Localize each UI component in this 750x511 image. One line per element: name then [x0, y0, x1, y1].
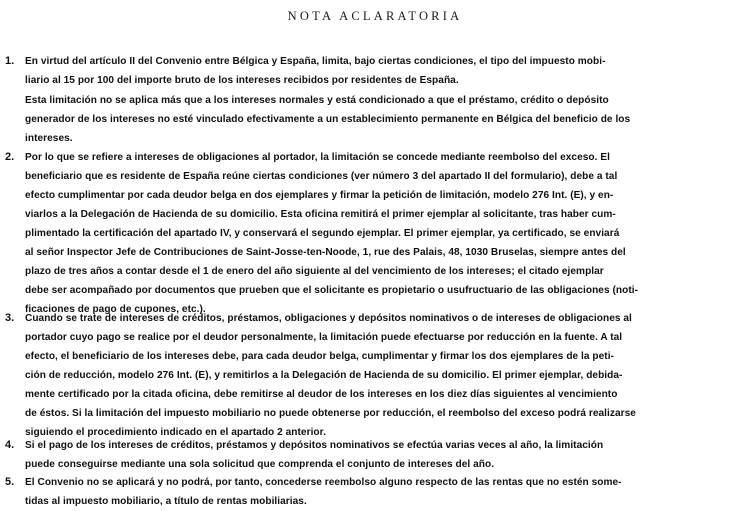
text-line: tidas al impuesto mobiliario, a título de rentas mobiliarias.: [25, 496, 307, 507]
item-number: 2.: [5, 151, 15, 163]
text-line: efecto cumplimentar por cada deudor belga en dos ejemplares y firmar la petición de limitación, modelo 276 Int. (E), y en-: [25, 190, 614, 201]
item-number: 1.: [5, 55, 15, 67]
note-item-4: [0, 436, 750, 474]
paragraph: [25, 91, 747, 148]
text-line: de éstos. Si la limitación del impuesto mobiliario no puede obtenerse por reducción, el reembolso del exceso podrá realizarse: [25, 408, 636, 419]
text-line: Cuando se trate de intereses de créditos, préstamos, obligaciones y depósitos nominativos o de intereses de obligaciones al: [25, 313, 632, 324]
note-item-1: [0, 52, 750, 148]
text-line: intereses.: [25, 133, 73, 144]
item-number: 4.: [5, 439, 15, 451]
text-line: Esta limitación no se aplica más que a los intereses normales y está condicionado a que el préstamo, crédito o depósito: [25, 95, 609, 106]
text-line: portador cuyo pago se realice por el deudor personalmente, la limitación puede efectuarse por reducción en la fuente. A tal: [25, 332, 623, 343]
text-line: beneficiario que es residente de España reúne ciertas condiciones (ver número 3 del apartado II del formulario), debe a tal: [25, 171, 618, 182]
text-line: mente certificado por la citada oficina, debe remitirse al deudor de los intereses en los diez días siguientes al vencimiento: [25, 389, 618, 400]
text-line: debe ser acompañado por documentos que prueben que el solicitante es propietario o usufructuario de las obligaciones (noti-: [25, 285, 638, 296]
text-line: viarlos a la Delegación de Hacienda de su domicilio. Esta oficina remitirá el primer ejemplar al solicitante, tras haber cum-: [25, 209, 616, 220]
text-line: Si el pago de los intereses de créditos, préstamos y depósitos nominativos se efectúa varias veces al año, la limitación: [25, 440, 604, 451]
text-line: El Convenio no se aplicará y no podrá, por tanto, concederse reembolso alguno respecto de las rentas que no estén some-: [25, 477, 622, 488]
text-line: puede conseguirse mediante una sola solicitud que comprenda el conjunto de intereses del año.: [25, 459, 495, 470]
text-line: siguiendo el procedimiento indicado en el apartado 2 anterior.: [25, 427, 326, 438]
item-number: 3.: [5, 312, 15, 324]
text-line: efecto, el beneficiario de los intereses debe, para cada deudor belga, cumplimentar y firmar los dos ejemplares de la peti-: [25, 351, 614, 362]
paragraph: [25, 436, 747, 474]
paragraph: [25, 52, 747, 90]
paragraph: [25, 473, 747, 511]
text-line: generador de los intereses no esté vinculado efectivamente a un establecimiento permanente en Bélgica del beneficio de los: [25, 114, 631, 125]
text-line: Por lo que se refiere a intereses de obligaciones al portador, la limitación se concede mediante reembolso del exceso. El: [25, 152, 610, 163]
text-line: ficaciones de pago de cupones, etc.).: [25, 304, 206, 315]
note-item-5: [0, 473, 750, 511]
text-line: plazo de tres años a contar desde el 1 de enero del año siguiente al del vencimiento de los intereses; el citado ejemplar: [25, 266, 604, 277]
item-number: 5.: [5, 476, 15, 488]
text-line: ción de reducción, modelo 276 Int. (E), y remitirlos a la Delegación de Hacienda de su domicilio. El primer ejemplar, debida-: [25, 370, 623, 381]
text-line: plimentado la certificación del apartado IV, y conservará el segundo ejemplar. El primer ejemplar, ya certificado, se enviará: [25, 228, 620, 239]
note-item-3: [0, 309, 750, 442]
note-item-2: [0, 148, 750, 319]
text-line: En virtud del artículo II del Convenio entre Bélgica y España, limita, bajo ciertas condiciones, el tipo del impuesto mobi-: [25, 56, 606, 67]
text-line: liario al 15 por 100 del importe bruto de los intereses recibidos por residentes de España.: [25, 75, 459, 86]
paragraph: [25, 309, 747, 442]
text-line: al señor Inspector Jefe de Contribuciones de Saint-Josse-ten-Noode, 1, rue des Palais, 48, 1030 Bruselas, siempre antes del: [25, 247, 626, 258]
document-title: NOTA ACLARATORIA: [287, 9, 463, 23]
paragraph: [25, 148, 747, 319]
